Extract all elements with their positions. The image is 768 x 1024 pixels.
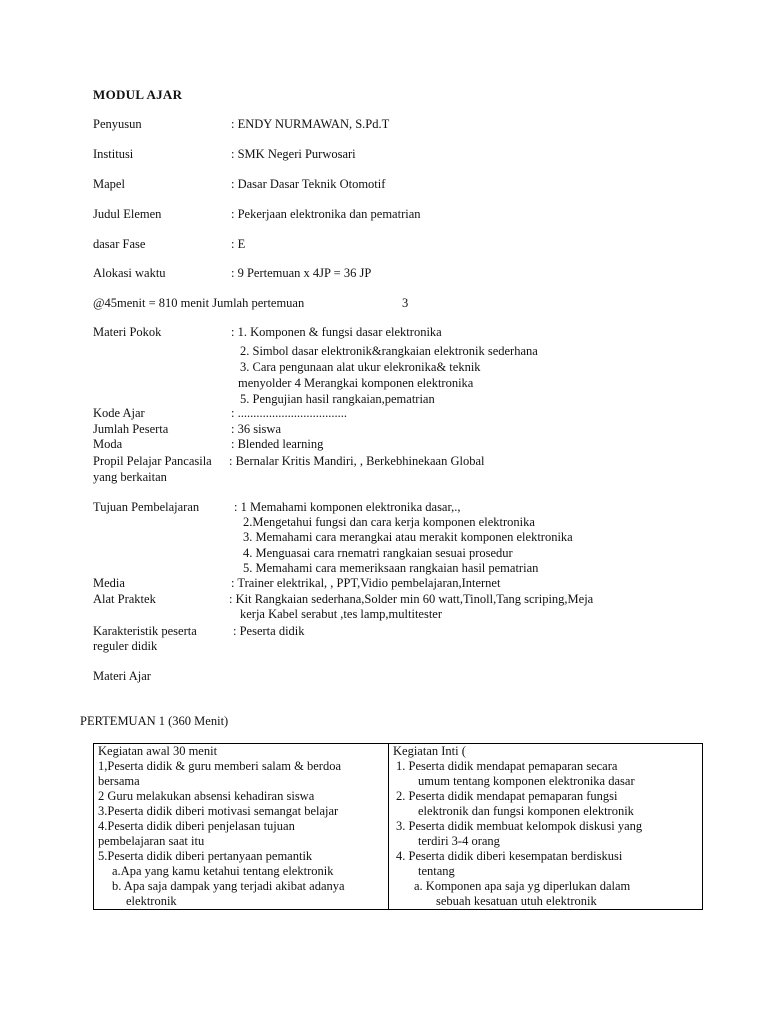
tujuan-line: : 1 Memahami komponen elektronika dasar,., — [234, 500, 461, 514]
kegiatan-inti-line: 1. Peserta didik mendapat pemaparan secara — [396, 759, 618, 773]
kegiatan-awal-line: 5.Peserta didik diberi pertanyaan pemantik — [98, 849, 313, 863]
kode-ajar-label: Kode Ajar — [93, 406, 145, 420]
materi-pokok-line: : 1. Komponen & fungsi dasar elektronika — [231, 325, 442, 339]
materi-pokok-line: 2. Simbol dasar elektronik&rangkaian elektronik sederhana — [240, 344, 538, 358]
institusi-value: : SMK Negeri Purwosari — [231, 147, 356, 161]
kegiatan-awal-line: bersama — [98, 774, 140, 788]
judul-elemen-label: Judul Elemen — [93, 207, 162, 221]
karakteristik-label: Karakteristik peserta — [93, 624, 197, 638]
kegiatan-awal-line: pembelajaran saat itu — [98, 834, 205, 848]
materi-ajar-label: Materi Ajar — [93, 669, 151, 683]
tujuan-pembelajaran-label: Tujuan Pembelajaran — [93, 500, 200, 514]
jumlah-peserta-value: : 36 siswa — [231, 422, 281, 436]
kegiatan-awal-line: 1,Peserta didik & guru memberi salam & berdoa — [98, 759, 341, 773]
kegiatan-inti-line: 2. Peserta didik mendapat pemaparan fungsi — [396, 789, 618, 803]
kegiatan-inti-line: terdiri 3-4 orang — [418, 834, 500, 848]
tujuan-line: 2.Mengetahui fungsi dan cara kerja komponen elektronika — [243, 515, 535, 529]
kegiatan-table — [93, 743, 703, 910]
materi-pokok-line: 3. Cara pengunaan alat ukur elekronika& teknik — [240, 360, 481, 374]
kegiatan-awal-line: elektronik — [126, 894, 177, 908]
tujuan-line: 3. Memahami cara merangkai atau merakit komponen elektronika — [243, 530, 573, 544]
alokasi-waktu-label: Alokasi waktu — [93, 266, 166, 280]
kode-ajar-value: : ................................... — [231, 406, 347, 420]
moda-label: Moda — [93, 437, 123, 451]
materi-pokok-line: menyolder 4 Merangkai komponen elektronika — [238, 376, 474, 390]
institusi-label: Institusi — [93, 147, 134, 161]
kegiatan-awal-line: 3.Peserta didik diberi motivasi semangat belajar — [98, 804, 339, 818]
document-title: MODUL AJAR — [93, 87, 183, 102]
alat-praktek-line: : Kit Rangkaian sederhana,Solder min 60 watt,Tinoll,Tang scriping,Meja — [229, 592, 594, 606]
kegiatan-awal-line: a.Apa yang kamu ketahui tentang elektronik — [112, 864, 334, 878]
karakteristik-label-2: reguler didik — [93, 639, 158, 653]
kegiatan-inti-line: umum tentang komponen elektronika dasar — [418, 774, 635, 788]
pertemuan-heading: PERTEMUAN 1 (360 Menit) — [80, 714, 229, 728]
alat-praktek-line: kerja Kabel serabut ,tes lamp,multitester — [240, 607, 443, 621]
judul-elemen-value: : Pekerjaan elektronika dan pematrian — [231, 207, 421, 221]
karakteristik-value: : Peserta didik — [233, 624, 305, 638]
kegiatan-awal-line: 4.Peserta didik diberi penjelasan tujuan — [98, 819, 295, 833]
kegiatan-awal-line: b. Apa saja dampak yang terjadi akibat adanya — [112, 879, 345, 893]
materi-pokok-line: 5. Pengujian hasil rangkaian,pematrian — [240, 392, 435, 406]
profil-pelajar-value: : Bernalar Kritis Mandiri, , Berkebhinekaan Global — [229, 454, 485, 468]
fase-label: dasar Fase — [93, 237, 146, 251]
kegiatan-inti-cell — [389, 744, 703, 910]
table-row — [94, 744, 703, 910]
kegiatan-inti-line: 3. Peserta didik membuat kelompok diskusi yang — [396, 819, 643, 833]
media-label: Media — [93, 576, 125, 590]
kegiatan-awal-line: 2 Guru melakukan absensi kehadiran siswa — [98, 789, 315, 803]
penyusun-value: : ENDY NURMAWAN, S.Pd.T — [231, 117, 390, 131]
jumlah-peserta-label: Jumlah Peserta — [93, 422, 169, 436]
kegiatan-inti-title: Kegiatan Inti ( — [393, 744, 466, 758]
alat-praktek-label: Alat Praktek — [93, 592, 156, 606]
kegiatan-awal-cell — [94, 744, 389, 910]
kegiatan-inti-line: elektronik dan fungsi komponen elektronik — [418, 804, 634, 818]
materi-pokok-label: Materi Pokok — [93, 325, 162, 339]
profil-pelajar-label: Propil Pelajar Pancasila — [93, 454, 212, 468]
alokasi-waktu-value: : 9 Pertemuan x 4JP = 36 JP — [231, 266, 372, 280]
kegiatan-inti-line: 4. Peserta didik diberi kesempatan berdiskusi — [396, 849, 623, 863]
penyusun-label: Penyusun — [93, 117, 142, 131]
kegiatan-inti-line: tentang — [418, 864, 455, 878]
kegiatan-inti-line: sebuah kesatuan utuh elektronik — [436, 894, 597, 908]
mapel-value: : Dasar Dasar Teknik Otomotif — [231, 177, 386, 191]
mapel-label: Mapel — [93, 177, 125, 191]
profil-pelajar-label-2: yang berkaitan — [93, 470, 167, 484]
jumlah-pertemuan-value: 3 — [402, 296, 409, 310]
kegiatan-inti-line: a. Komponen apa saja yg diperlukan dalam — [414, 879, 631, 893]
moda-value: : Blended learning — [231, 437, 324, 451]
kegiatan-awal-title: Kegiatan awal 30 menit — [98, 744, 218, 758]
media-value: : Trainer elektrikal, , PPT,Vidio pembelajaran,Internet — [231, 576, 501, 590]
menit-line-label: @45menit = 810 menit Jumlah pertemuan — [93, 296, 305, 310]
fase-value: : E — [231, 237, 246, 251]
tujuan-line: 5. Memahami cara memeriksaan rangkaian hasil pematrian — [243, 561, 539, 575]
tujuan-line: 4. Menguasai cara rnematri rangkaian sesuai prosedur — [243, 546, 513, 560]
